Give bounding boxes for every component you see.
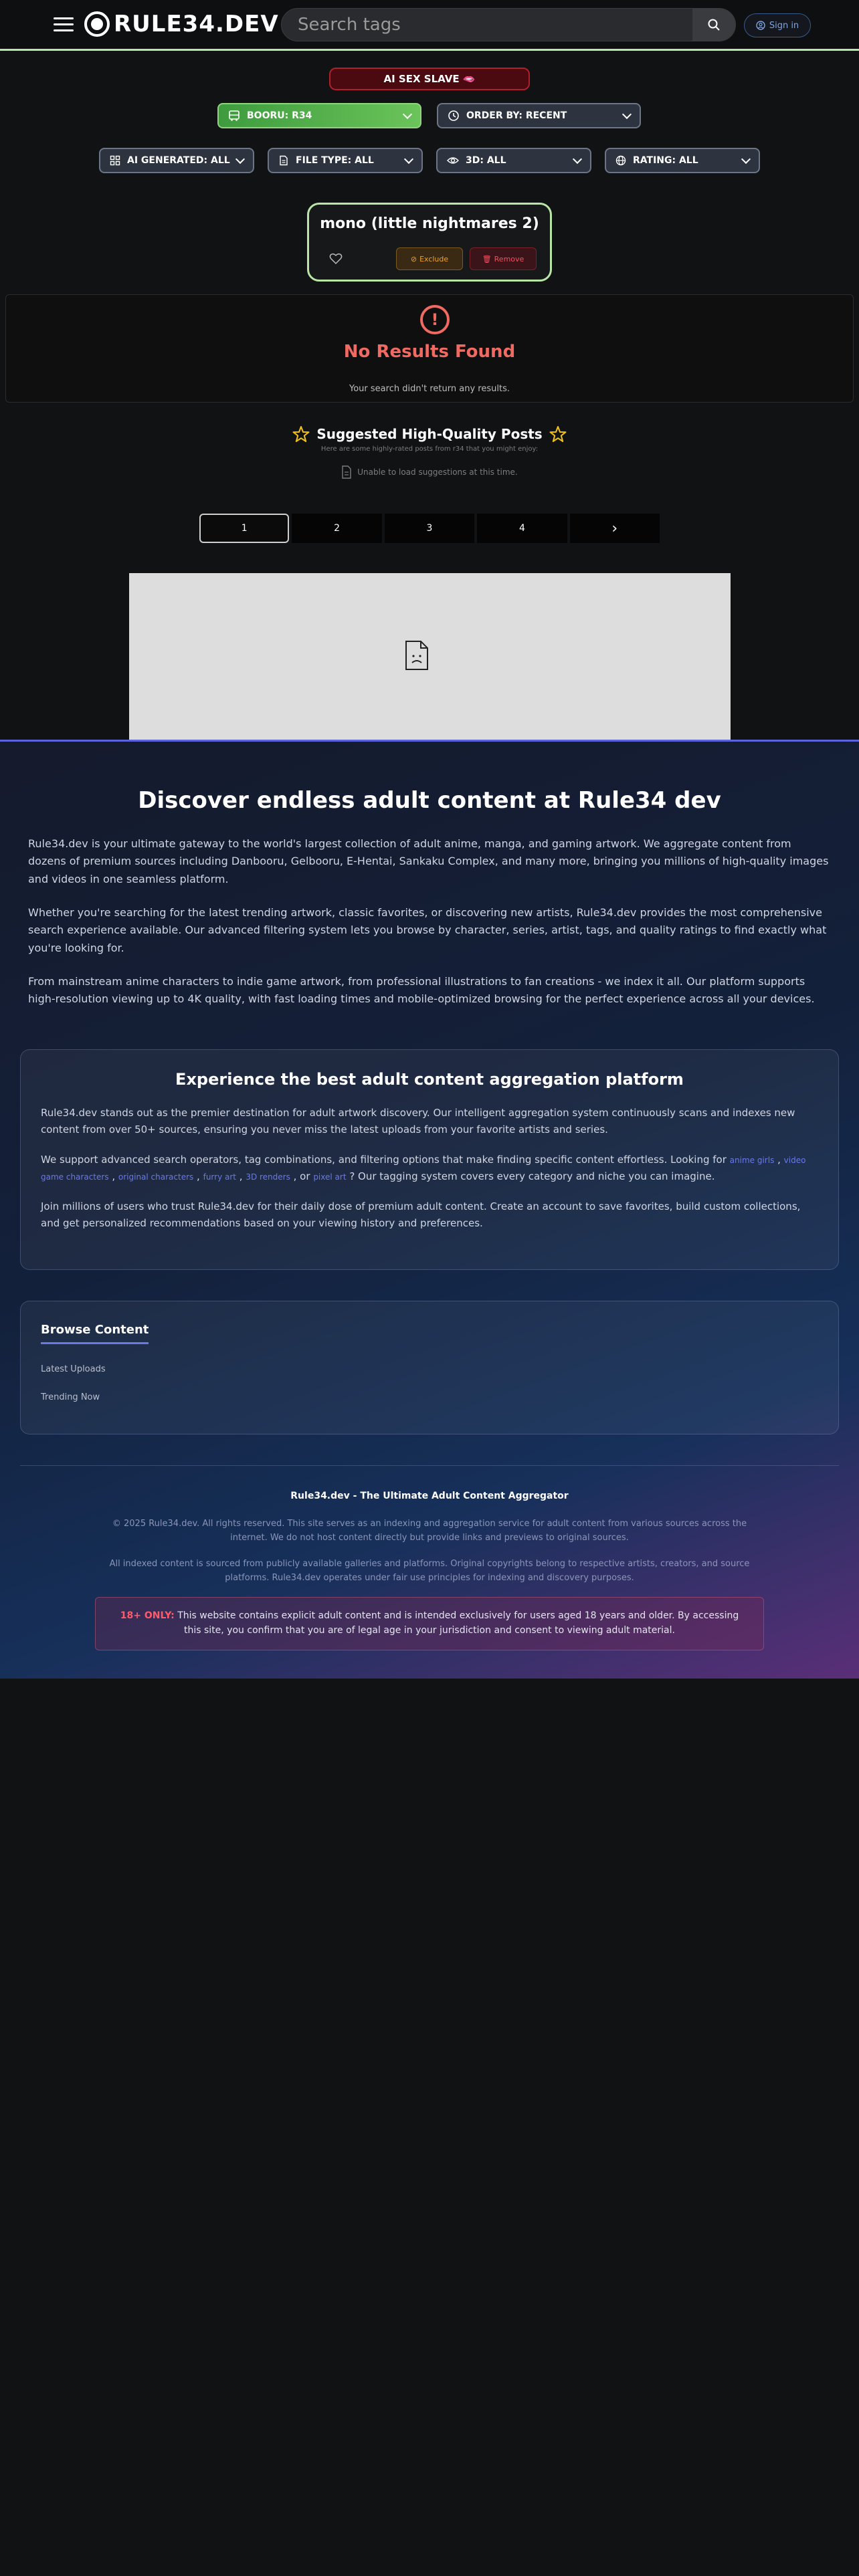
clock-icon: [448, 110, 460, 122]
next-page-button[interactable]: ›: [570, 514, 660, 543]
no-results-title: No Results Found: [343, 342, 516, 362]
browse-heading: Browse Content: [41, 1323, 149, 1344]
pagination: [199, 514, 660, 543]
broken-image-icon: [403, 640, 430, 671]
file-type-label: FILE TYPE: ALL: [296, 155, 374, 166]
page-button[interactable]: 2: [292, 514, 381, 543]
footer-divider: [20, 1465, 839, 1466]
search-icon: [707, 18, 721, 31]
trash-icon: 🗑: [482, 254, 492, 263]
page-button[interactable]: 3: [385, 514, 474, 543]
rating-label: RATING: ALL: [633, 155, 698, 166]
exclude-icon: ⊘: [410, 254, 417, 263]
exclude-label: Exclude: [419, 254, 449, 263]
browse-card: [20, 1301, 839, 1434]
chevron-down-icon: [573, 154, 582, 163]
link-anime-girls[interactable]: anime girls: [729, 1156, 775, 1165]
chevron-down-icon: [404, 154, 413, 163]
heart-icon[interactable]: [329, 253, 343, 265]
platform-card-paragraph-2: We support advanced search operators, tag combinations, and filtering options that make finding specific content effortless. Looking for anime girls , video game characters , original characters , furry art , 3D renders , or pixel art ? Our tagging system covers every category and niche you can imagine.: [41, 1154, 806, 1182]
logo-icon: [84, 11, 110, 37]
globe-icon: [615, 155, 626, 166]
chevron-down-icon: [741, 154, 751, 163]
menu-icon[interactable]: [54, 17, 74, 32]
rating-select[interactable]: [605, 148, 760, 173]
star-icon: [292, 425, 310, 443]
three-d-select[interactable]: [436, 148, 591, 173]
no-results-subtitle: Your search didn't return any results.: [349, 384, 510, 394]
ai-slave-label: AI SEX SLAVE 🫦: [383, 73, 476, 85]
suggested-title: Suggested High-Quality Posts: [316, 426, 543, 442]
remove-label: Remove: [494, 254, 524, 263]
grid-icon: [110, 155, 120, 166]
platform-card-paragraph-1: Rule34.dev stands out as the premier destination for adult artwork discovery. Our intelligent aggregation system continuously scans and indexes new content from over 50+ sources, ensuring you never miss the latest uploads from your favorite artists and series.: [41, 1107, 795, 1136]
footer-copyright: © 2025 Rule34.dev. All rights reserved. This site serves as an indexing and aggregation service for adult content from various sources across the internet. We do not host content directly but provide links and previews to original sources.: [112, 1519, 747, 1543]
link-original-characters[interactable]: original characters: [118, 1172, 194, 1182]
booru-label: BOORU: R34: [247, 110, 312, 121]
star-icon: [549, 425, 567, 443]
bus-icon: [228, 110, 240, 122]
search-bar: [281, 8, 736, 41]
search-button[interactable]: [692, 9, 735, 41]
eye-icon: [447, 156, 459, 165]
tag-name: mono (little nightmares 2): [320, 215, 539, 232]
chevron-down-icon: [622, 109, 632, 118]
suggested-error: [0, 465, 859, 479]
active-tag-card: [307, 203, 552, 282]
age-warning-text: This website contains explicit adult content and is intended exclusively for users aged 18 years and older. By accessing this site, you confirm that you are of legal age in your jurisdiction and consent to viewing adult material.: [177, 1610, 739, 1636]
seo-heading: Discover endless adult content at Rule34 dev: [138, 787, 721, 814]
search-input[interactable]: [282, 9, 692, 41]
booru-select[interactable]: [217, 103, 421, 128]
footer-source-note: All indexed content is sourced from publicly available galleries and platforms. Original copyrights belong to respective artists, creators, and source platforms. Rule34.dev operates under fair use principles for indexing and discovery purposes.: [109, 1559, 750, 1583]
sign-in-label: Sign in: [769, 20, 799, 31]
paragraph-text: We support advanced search operators, tag combinations, and filtering options that make finding specific content effortless. Looking for: [41, 1154, 727, 1166]
seo-paragraph-3: From mainstream anime characters to indie game artwork, from professional illustrations to fan creations - we index it all. Our platform supports high-resolution viewing up to 4K quality, with fast loading times and mobile-optimized browsing for the perfect experience across all your devices.: [28, 975, 815, 1006]
remove-button[interactable]: [470, 247, 537, 270]
ai-generated-select[interactable]: [99, 148, 254, 173]
sign-in-button[interactable]: [744, 13, 811, 37]
alert-icon: !: [420, 305, 450, 334]
ai-generated-label: AI GENERATED: ALL: [127, 155, 230, 166]
site-logo[interactable]: [84, 11, 279, 37]
order-label: ORDER BY: RECENT: [466, 110, 567, 121]
suggested-subtitle: Here are some highly-rated posts from r34 that you might enjoy:: [320, 445, 539, 453]
three-d-label: 3D: ALL: [466, 155, 506, 166]
platform-card: [20, 1049, 839, 1270]
platform-card-heading: Experience the best adult content aggregation platform: [175, 1070, 684, 1089]
age-warning-label: 18+ ONLY:: [120, 1610, 175, 1621]
ai-slave-button[interactable]: [329, 68, 530, 90]
link-video-game-characters[interactable]: video game characters: [41, 1156, 806, 1182]
browse-trending-link[interactable]: Trending Now: [41, 1392, 100, 1402]
seo-paragraph-1: Rule34.dev is your ultimate gateway to the world's largest collection of adult anime, manga, and gaming artwork. We aggregate content from dozens of premium sources including Danbooru, Gelbooru, E-Hentai, Sankaku Complex, and many more, bringing you millions of high-quality images and videos in one seamless platform.: [28, 837, 829, 885]
suggested-error-text: Unable to load suggestions at this time.: [357, 467, 518, 477]
user-icon: [756, 21, 765, 30]
link-furry-art[interactable]: furry art: [203, 1172, 236, 1182]
no-results-panel: [5, 294, 854, 403]
ad-banner-placeholder: [129, 573, 731, 740]
footer-title: Rule34.dev - The Ultimate Adult Content Aggregator: [290, 1491, 569, 1501]
page-button[interactable]: 1: [199, 514, 289, 543]
suggested-heading: [0, 425, 859, 443]
file-icon: [278, 155, 289, 166]
logo-text: RULE34.DEV: [114, 11, 279, 37]
top-navbar: [0, 0, 859, 51]
exclude-button[interactable]: [396, 247, 463, 270]
seo-paragraph-2: Whether you're searching for the latest trending artwork, classic favorites, or discovering new artists, Rule34.dev provides the most comprehensive search experience available. Our advanced filtering system lets you browse by character, series, artist, tags, and quality ratings to find exactly what you're looking for.: [28, 906, 827, 954]
age-warning: [95, 1597, 764, 1650]
link-3d-renders[interactable]: 3D renders: [246, 1172, 290, 1182]
file-icon: [341, 465, 352, 479]
chevron-down-icon: [235, 154, 245, 163]
order-select[interactable]: [437, 103, 641, 128]
platform-card-paragraph-3: Join millions of users who trust Rule34.dev for their daily dose of premium adult content. Create an account to save favorites, build custom collections, and get personalized recommendations based on your viewing history and preferences.: [41, 1200, 801, 1229]
browse-latest-link[interactable]: Latest Uploads: [41, 1364, 106, 1374]
chevron-down-icon: [403, 109, 412, 118]
paragraph-text: , or: [293, 1170, 310, 1182]
page-button[interactable]: 4: [477, 514, 567, 543]
seo-section: [0, 740, 859, 1679]
file-type-select[interactable]: [268, 148, 423, 173]
link-pixel-art[interactable]: pixel art: [313, 1172, 347, 1182]
paragraph-text: ? Our tagging system covers every category and niche you can imagine.: [349, 1170, 715, 1182]
